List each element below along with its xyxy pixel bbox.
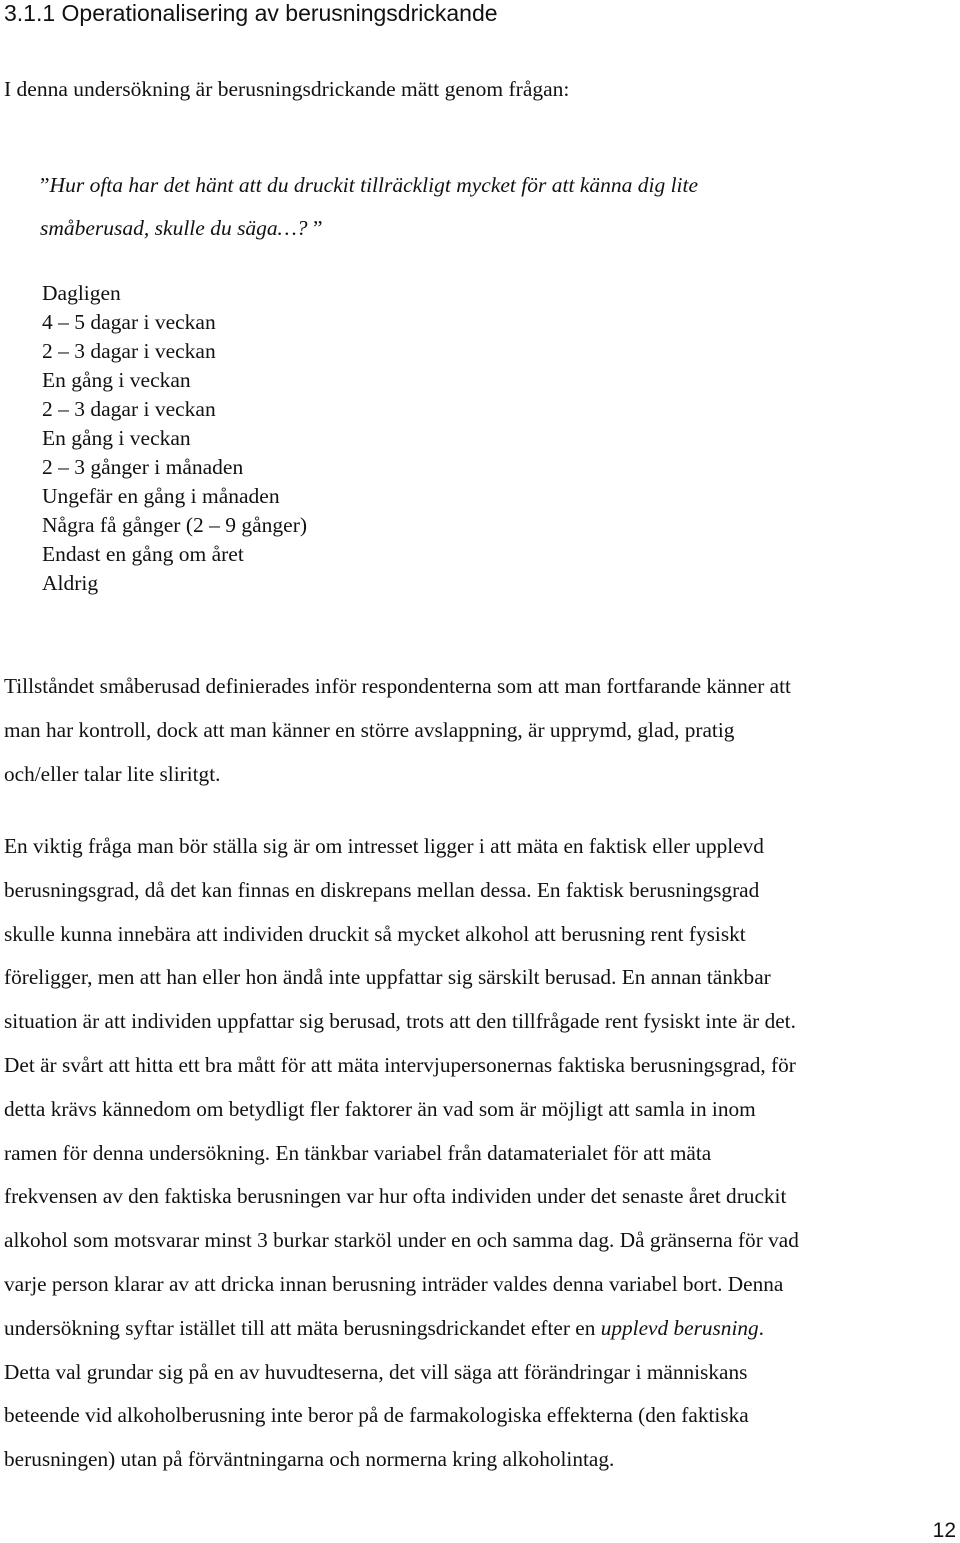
paragraph-line: och/eller talar lite sliritgt. — [4, 761, 221, 786]
paragraph-line: skulle kunna innebära att individen druckit så mycket alkohol att berusning rent fysiskt — [4, 921, 746, 946]
text-after-emphasis: . — [758, 1315, 764, 1340]
close-quote: ” — [307, 216, 323, 240]
paragraph-line: Detta val grundar sig på en av huvudteserna, det vill säga att förändringar i människans — [4, 1359, 748, 1384]
answer-option: 2 – 3 gånger i månaden — [42, 455, 244, 479]
question-line-2 — [40, 216, 322, 240]
paragraph-line: man har kontroll, dock att man känner en större avslappning, är upprymd, glad, pratig — [4, 717, 735, 742]
paragraph-line: berusningen) utan på förväntningarna och normerna kring alkoholintag. — [4, 1447, 615, 1472]
paragraph-line: ramen för denna undersökning. En tänkbar variabel från datamaterialet för att mäta — [4, 1140, 712, 1165]
question-text-line-1: Hur ofta har det hänt att du druckit tillräckligt mycket för att känna dig lite — [49, 173, 699, 197]
paragraph-line: frekvensen av den faktiska berusningen var hur ofta individen under det senaste året druckit — [4, 1184, 787, 1209]
survey-question — [40, 164, 698, 250]
paragraph-line: En viktig fråga man bör ställa sig är om intresset ligger i att mäta en faktisk eller upplevd — [4, 834, 764, 858]
answer-option: En gång i veckan — [42, 368, 191, 392]
answer-option: En gång i veckan — [42, 426, 191, 450]
answer-option: Aldrig — [42, 571, 99, 595]
paragraph-line: alkohol som motsvarar minst 3 burkar starköl under en och samma dag. Då gränserna för vad — [4, 1228, 799, 1253]
text-before-emphasis: undersökning syftar istället till att mäta berusningsdrickandet efter en — [4, 1315, 601, 1340]
paragraph-line-with-emphasis — [4, 1307, 956, 1351]
answer-option: 4 – 5 dagar i veckan — [42, 310, 216, 334]
section-heading: 3.1.1 Operationalisering av berusningsdrickande — [4, 0, 498, 26]
answer-option: Endast en gång om året — [42, 542, 244, 566]
answer-option: 2 – 3 dagar i veckan — [42, 339, 216, 363]
answer-options-list — [42, 279, 307, 598]
definition-paragraph — [4, 665, 956, 796]
paragraph-line: beteende vid alkoholberusning inte beror på de farmakologiska effekterna (den faktiska — [4, 1403, 749, 1428]
question-line-1 — [40, 173, 698, 197]
paragraph-line: situation är att individen uppfattar sig berusad, trots att den tillfrågade rent fysiskt inte är det. — [4, 1009, 796, 1034]
answer-option: Några få gånger (2 – 9 gånger) — [42, 513, 308, 537]
paragraph-line: Tillståndet småberusad definierades inför respondenterna som att man fortfarande känner att — [4, 674, 791, 698]
paragraph-line: varje person klarar av att dricka innan berusning inträder valdes denna variabel bort. Denna — [4, 1271, 784, 1296]
open-quote: ” — [40, 173, 50, 197]
paragraph-line: berusningsgrad, då det kan finnas en diskrepans mellan dessa. En faktisk berusningsgrad — [4, 877, 760, 902]
answer-option: 2 – 3 dagar i veckan — [42, 397, 216, 421]
answer-option: Ungefär en gång i månaden — [42, 484, 280, 508]
question-text-line-2: småberusad, skulle du säga…? — [40, 216, 308, 240]
paragraph-line: detta krävs kännedom om betydligt fler faktorer än vad som är möjligt att samla in inom — [4, 1096, 756, 1121]
emphasized-term: upplevd berusning — [600, 1315, 759, 1340]
discussion-paragraph — [4, 825, 956, 1482]
answer-option: Dagligen — [42, 281, 121, 305]
paragraph-line: föreligger, men att han eller hon ändå inte uppfattar sig särskilt berusad. En annan tänkbar — [4, 965, 771, 990]
paragraph-line: Det är svårt att hitta ett bra mått för att mäta intervjupersonernas faktiska berusningsgrad, för — [4, 1052, 796, 1077]
page-number: 12 — [932, 1519, 956, 1542]
intro-text: I denna undersökning är berusningsdrickande mätt genom frågan: — [4, 77, 570, 101]
